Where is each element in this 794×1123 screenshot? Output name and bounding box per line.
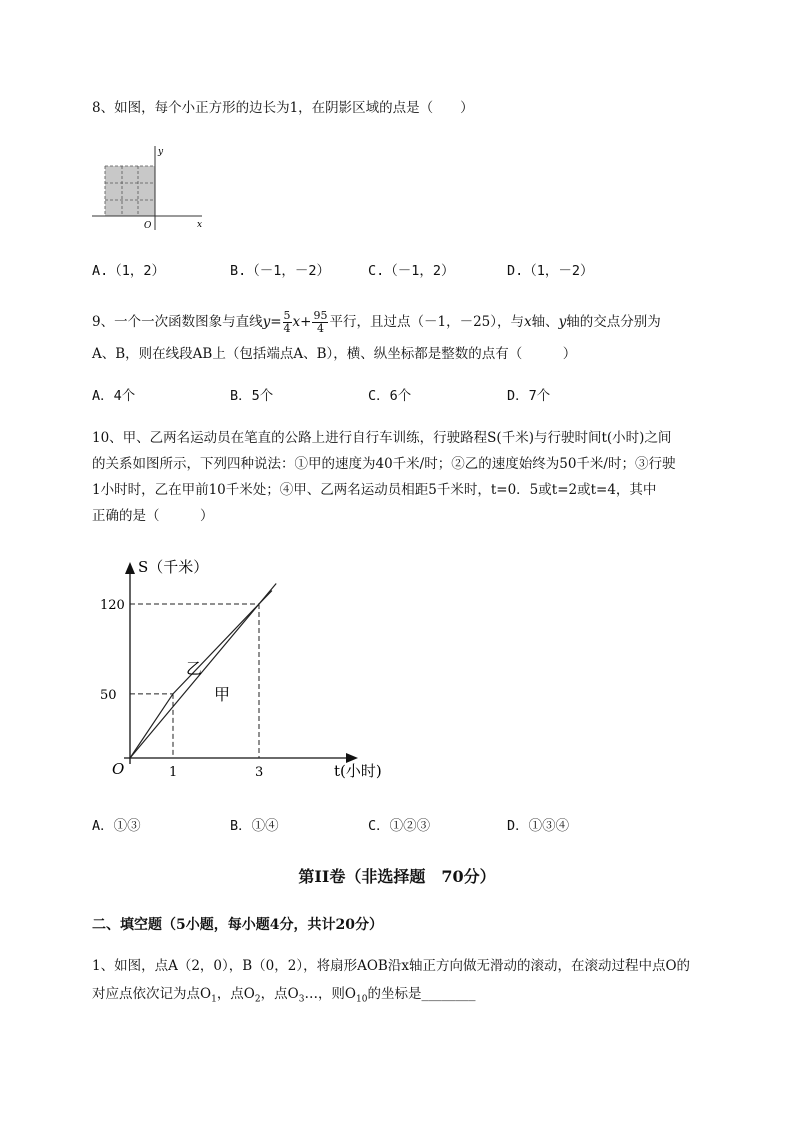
fill-section-heading: 二、填空题（5小题，每小题4分，共计20分）	[92, 917, 383, 933]
series-label-jia: 甲	[214, 685, 231, 704]
q8-option-a[interactable]: A.（1，2）	[92, 263, 166, 279]
sub-2: 2	[254, 994, 261, 1005]
q8-grid-figure	[88, 142, 212, 234]
q10-line2: 的关系如图所示，下列四种说法：①甲的速度为40千米/时；②乙的速度始终为50千米/时；③行驶	[92, 456, 676, 472]
q10-line4: 正确的是（ ）	[92, 508, 214, 524]
q9-y-axis-var: y	[558, 314, 567, 330]
origin-label: O	[144, 221, 152, 231]
q10-option-d[interactable]: D．①③④	[507, 818, 570, 834]
q10-distance-time-chart	[90, 548, 410, 788]
fill1-text-b: ，点O	[216, 986, 255, 1002]
q9-y-var: y	[262, 314, 271, 330]
q9-equals: =	[270, 314, 282, 330]
fill1-line1: 1、如图，点A（2，0），B（0，2），将扇形AOB沿x轴正方向做无滑动的滚动，在滚动过程中点O的	[92, 958, 691, 974]
q9-line1	[92, 310, 661, 335]
y-tick-label: 120	[100, 598, 125, 613]
sub-10: 10	[356, 994, 368, 1005]
shaded-region	[105, 166, 155, 216]
frac-den: 4	[283, 322, 291, 335]
chart-origin: O	[112, 760, 125, 778]
q9-option-c[interactable]: C．6个	[368, 388, 412, 404]
q10-line3: 1小时时，乙在甲前10千米处；④甲、乙两名运动员相距5千米时，t=0．5或t=2或t=4，其中	[92, 482, 657, 498]
sub-3: 3	[298, 994, 305, 1005]
q8-option-b[interactable]: B.（－1，－2）	[230, 263, 331, 279]
q8-stem: 8、如图，每个小正方形的边长为1，在阴影区域的点是（ ）	[92, 100, 474, 116]
fill1-line2	[92, 984, 475, 1010]
q9-frac-5-4	[283, 310, 292, 335]
q9-option-b[interactable]: B．5个	[230, 388, 274, 404]
frac-num: 95	[313, 309, 328, 322]
q8-option-c[interactable]: C.（－1，2）	[368, 263, 455, 279]
q10-option-a[interactable]: A．①③	[92, 818, 141, 834]
frac-num: 5	[283, 309, 291, 322]
y-axis-arrow	[125, 562, 135, 574]
q9-text-d: 轴的交点分别为	[566, 314, 661, 330]
q9-option-d[interactable]: D．7个	[507, 388, 551, 404]
fill1-text-a: 对应点依次记为点O	[92, 986, 212, 1002]
q9-frac-95-4	[312, 310, 328, 335]
chart-x-title: t(小时)	[334, 762, 382, 780]
q10-line1: 10、甲、乙两名运动员在笔直的公路上进行自行车训练，行驶路程S(千米)与行驶时间t(小时)之间	[92, 430, 672, 446]
q9-option-a[interactable]: A．4个	[92, 388, 136, 404]
y-tick-label: 50	[100, 687, 117, 703]
q9-x-var: x	[292, 314, 301, 330]
q9-line2: A、B，则在线段AB上（包括端点A、B），横、纵坐标都是整数的点有（ ）	[92, 346, 577, 362]
fill1-text-d: …，则O	[304, 986, 357, 1002]
q8-option-d[interactable]: D.（1，－2）	[507, 263, 594, 279]
q9-text-b: 平行，且过点（－1，－25），与	[329, 314, 525, 330]
x-tick-label: 1	[169, 765, 178, 780]
q9-text-a: 9、一个一次函数图象与直线	[92, 314, 263, 330]
series-label-yi: 乙	[186, 659, 203, 678]
x-axis-label: x	[197, 220, 203, 230]
q9-plus: +	[300, 314, 312, 330]
fill1-text-c: ，点O	[260, 986, 299, 1002]
q9-text-c: 轴、	[531, 314, 559, 330]
y-axis-label: y	[158, 147, 164, 157]
chart-y-title: S（千米）	[138, 558, 209, 576]
q10-option-c[interactable]: C．①②③	[368, 818, 431, 834]
part2-title: 第II卷（非选择题 70分）	[298, 867, 496, 886]
fill1-text-e: 的坐标是________	[367, 986, 476, 1002]
sub-1: 1	[211, 994, 217, 1005]
x-tick-label: 3	[255, 765, 264, 780]
frac-den: 4	[316, 322, 324, 335]
q9-x-axis-var: x	[524, 314, 532, 330]
q10-option-b[interactable]: B．①④	[230, 818, 279, 834]
